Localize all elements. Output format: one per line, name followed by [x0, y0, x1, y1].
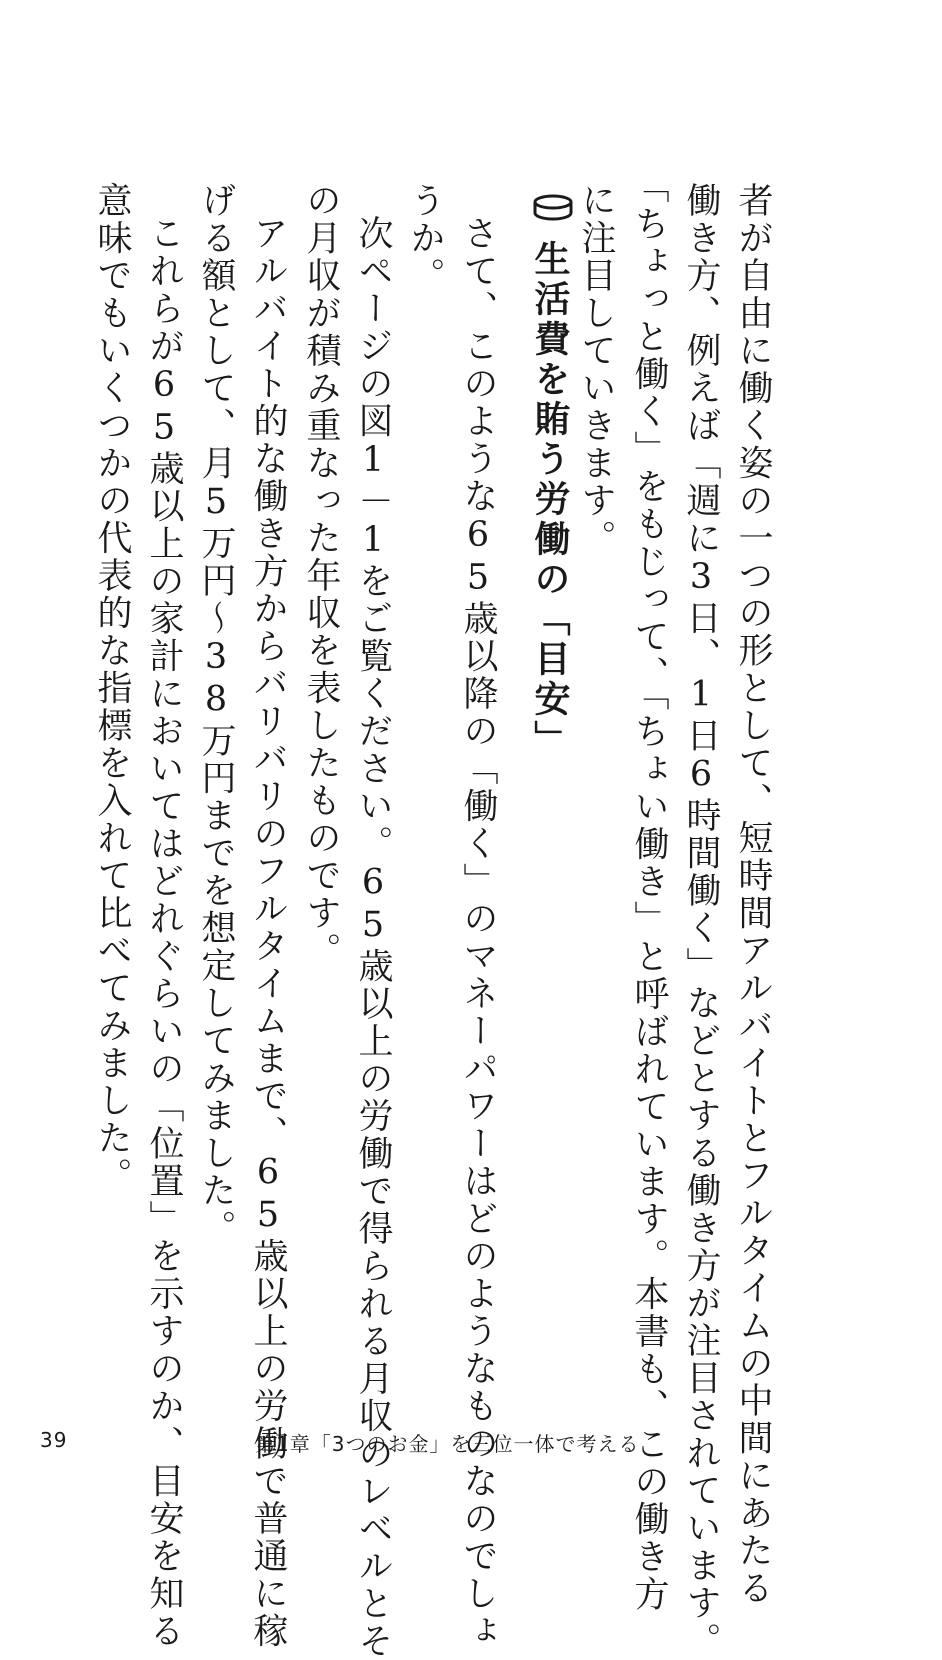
text-line: うか。	[405, 182, 445, 295]
text-line: 者が自由に働く姿の一つの形として、短時間アルバイトとフルタイムの中間にあたる	[733, 182, 773, 1607]
running-footer: 第1章「3つのお金」を三位一体で考える	[255, 1432, 640, 1456]
text-line: 意味でもいくつかの代表的な指標を入れて比べてみました。	[92, 182, 132, 1195]
text-line: これらが65歳以上の家計においてはどれぐらいの「位置」を示すのか、目安を知る	[144, 215, 184, 1650]
text-line: 次ページの図1－1をご覧ください。65歳以上の労働で得られる月収のレベルとそ	[353, 215, 393, 1660]
coin-icon	[531, 193, 575, 227]
text-line: げる額として、月5万円～38万円までを想定してみました。	[196, 182, 236, 1247]
text-line: に注目していきます。	[576, 182, 616, 557]
text-line: 働き方、例えば「週に3日、1日6時間働く」などとする働き方が注目されています。	[681, 182, 721, 1660]
text-line: 「ちょっと働く」をもじって、「ちょい働き」と呼ばれています。本書も、この働き方	[629, 168, 669, 1613]
text-line: アルバイト的な働き方からバリバリのフルタイムまで、65歳以上の労働で普通に稼	[248, 215, 288, 1650]
page-number: 39	[40, 1428, 68, 1452]
text-line: の月収が積み重なった年収を表したものです。	[301, 182, 341, 970]
section-title: 生活費を賄う労働の「目安」	[529, 240, 570, 760]
text-line: さて、このような65歳以降の「働く」のマネーパワーはどのようなものなのでしょ	[458, 215, 498, 1650]
